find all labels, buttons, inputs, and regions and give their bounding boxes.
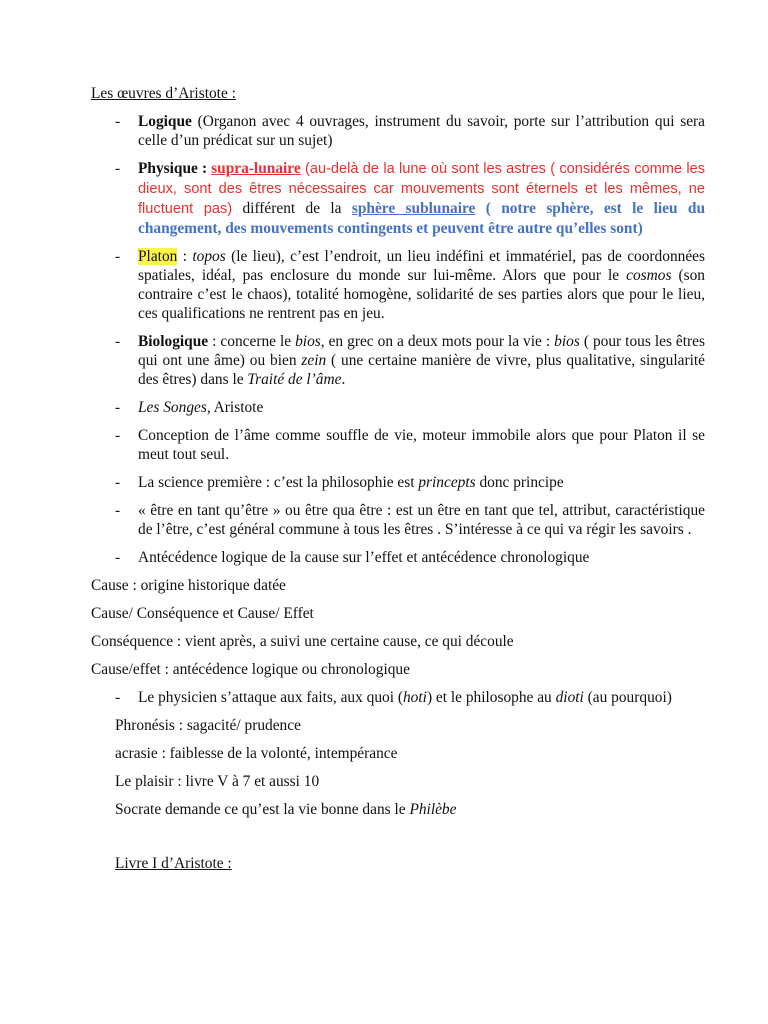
paragraph-consequence: Conséquence : vient après, a suivi une certaine cause, ce qui découle	[91, 633, 514, 650]
paragraph-phronesis: Phronésis : sagacité/ prudence	[115, 717, 301, 734]
paragraph-socrate: Socrate demande ce qu’est la vie bonne dans le Philèbe	[115, 801, 457, 818]
term-sphere-sublunaire: sphère sublunaire	[351, 200, 476, 217]
bullet-dash: -	[115, 399, 121, 416]
list-item-physique	[91, 159, 705, 238]
list-item-science-premiere: - La science première : c’est la philosophie est princepts donc principe	[115, 474, 564, 491]
bullet-dash: -	[115, 502, 121, 519]
term-physique: Physique :	[138, 160, 208, 177]
term-cosmos: cosmos	[626, 267, 672, 284]
title-philebe: Philèbe	[409, 801, 457, 818]
list-item-text: différent de la	[232, 200, 352, 217]
list-item-logique	[91, 112, 705, 150]
bullet-dash: -	[115, 689, 121, 706]
supra-lunaire-text: (au-delà de la lune où sont les astres ( considérés comme les dieux, sont des êtres nécessaires car mouvements sont éternels et les mêmes, ne fluctuent pas)	[138, 161, 705, 217]
bullet-dash: -	[115, 474, 121, 491]
term-bios: bios	[295, 333, 321, 350]
title-les-songes: Les Songes,	[138, 399, 211, 416]
paragraph-cause-effet: Cause/effet : antécédence logique ou chronologique	[91, 661, 410, 678]
term-biologique: Biologique	[138, 333, 209, 350]
spacer	[91, 828, 705, 854]
section-heading-livre-i: Livre I d’Aristote :	[115, 855, 232, 872]
paragraph-cause-consequence: Cause/ Conséquence et Cause/ Effet	[91, 605, 314, 622]
list-item-etre-en-tant-qu-etre: - « être en tant qu’être » ou être qua être : est un être en tant que tel, attribut, caractéristique de l’être, c’est général commune à tous les êtres . S’intéresse à ce qui va régir les savoirs .	[115, 502, 705, 538]
term-hoti: hoti	[402, 689, 427, 706]
bullet-dash: -	[115, 113, 121, 130]
document-body	[91, 84, 705, 873]
paragraph-cause: Cause : origine historique datée	[91, 577, 286, 594]
paragraph-acrasie: acrasie : faiblesse de la volonté, intempérance	[115, 745, 398, 762]
term-supra-lunaire: supra-lunaire	[211, 160, 301, 177]
list-item-physicien: - Le physicien s’attaque aux faits, aux quoi (hoti) et le philosophe au dioti (au pourquoi)	[115, 689, 672, 706]
term-logique: Logique	[138, 113, 192, 130]
bullet-dash: -	[115, 160, 121, 177]
list-item-platon: - Platon : topos (le lieu), c’est l’endroit, un lieu indéfini et immatériel, pas de coordonnées spatiales, idéal, pas enclosure du monde sur lui-même. Alors que pour le cosmos (son contraire c’est le chaos), totalité homogène, solidarité de ses parties alors que pour le lieu, ces qualifications ne rentrent pas en jeu.	[115, 248, 705, 322]
sphere-sublunaire-text: ( notre sphère, est le lieu du changement, des mouvements contingents et peuvent être autre qu’elles sont)	[138, 200, 705, 237]
bullet-dash: -	[115, 549, 121, 566]
bullet-dash: -	[115, 333, 121, 350]
bullet-dash: -	[115, 427, 121, 444]
term-princepts: princepts	[418, 474, 476, 491]
term-zein: zein	[301, 352, 327, 369]
term-topos: topos	[192, 248, 226, 265]
title-traite-de-l-ame: Traité de l’âme	[247, 371, 342, 388]
list-item-conception-ame: - Conception de l’âme comme souffle de vie, moteur immobile alors que pour Platon il se meut tout seul.	[115, 427, 705, 463]
section-heading: Les œuvres d’Aristote :	[91, 85, 236, 102]
list-item-antecedence: - Antécédence logique de la cause sur l’effet et antécédence chronologique	[115, 549, 590, 566]
bullet-dash: -	[115, 248, 121, 265]
highlighted-platon: Platon	[138, 248, 178, 265]
list-item-biologique: - Biologique : concerne le bios, en grec on a deux mots pour la vie : bios ( pour tous les êtres qui ont une âme) ou bien zein ( une certaine manière de vivre, plus qualitative, singularité des êtres) dans le Traité de l’âme.	[115, 333, 705, 388]
list-item-text: (Organon avec 4 ouvrages, instrument du savoir, porte sur l’attribution qui sera celle d’un prédicat sur un sujet)	[138, 113, 705, 149]
term-bios: bios	[554, 333, 580, 350]
term-dioti: dioti	[555, 689, 584, 706]
paragraph-plaisir: Le plaisir : livre V à 7 et aussi 10	[115, 773, 320, 790]
list-item-les-songes: - Les Songes, Aristote	[115, 399, 264, 416]
